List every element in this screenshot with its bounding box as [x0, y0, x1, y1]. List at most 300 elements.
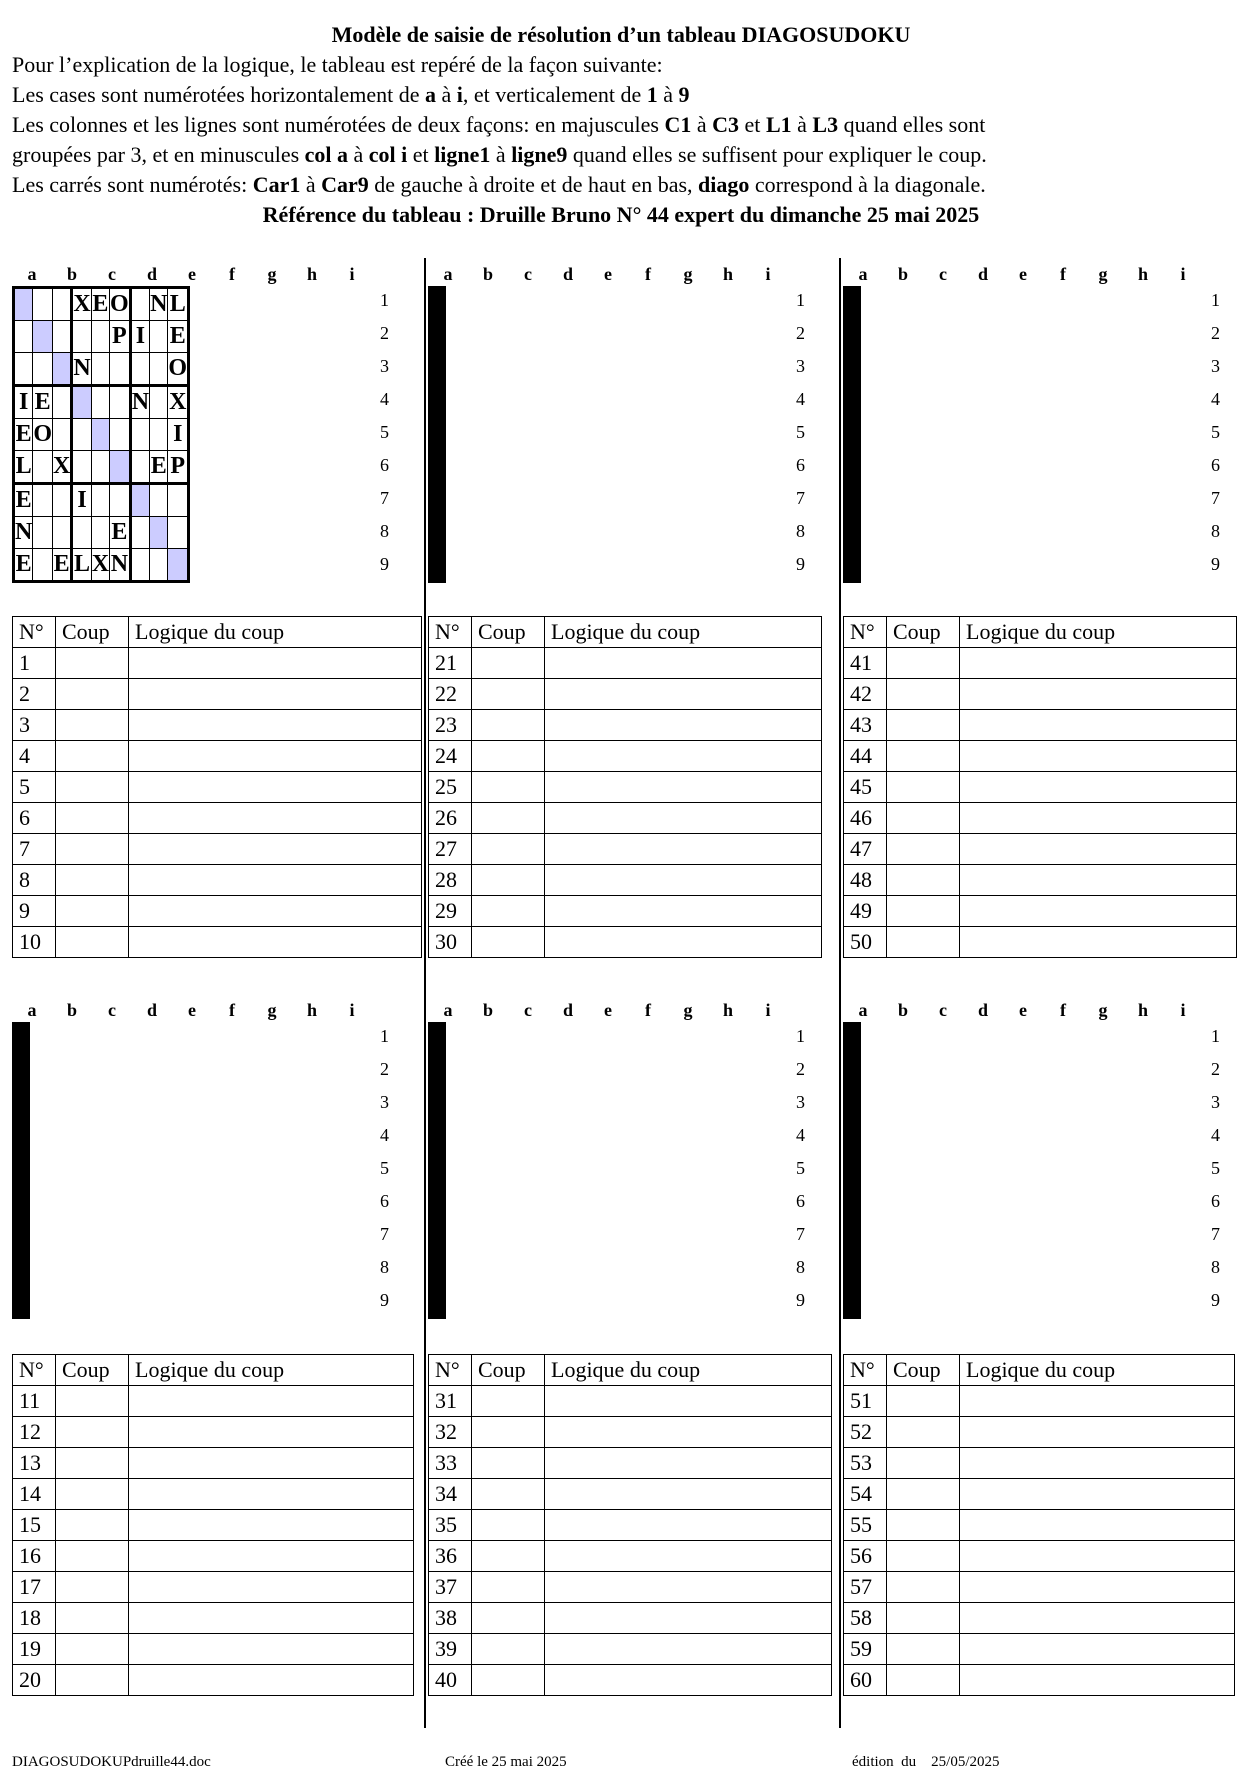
- column-label: c: [939, 1000, 947, 1020]
- move-coup-cell[interactable]: [472, 803, 545, 834]
- move-logic-cell[interactable]: [129, 1386, 414, 1417]
- move-logic-cell[interactable]: [545, 1541, 832, 1572]
- sudoku-cell[interactable]: [27, 1089, 29, 1122]
- column-label: e: [188, 264, 196, 284]
- column-label: h: [1137, 264, 1148, 284]
- sudoku-cell[interactable]: [858, 517, 860, 549]
- move-logic-cell[interactable]: [545, 896, 822, 927]
- sudoku-cell[interactable]: I: [130, 321, 149, 353]
- move-coup-cell[interactable]: [887, 803, 960, 834]
- move-logic-cell[interactable]: [960, 865, 1237, 896]
- sudoku-cell[interactable]: [130, 419, 149, 451]
- row-label: 8: [380, 1257, 389, 1277]
- sudoku-cell[interactable]: [91, 451, 109, 484]
- move-logic-cell[interactable]: [545, 1603, 832, 1634]
- move-logic-cell[interactable]: [545, 679, 822, 710]
- move-logic-cell[interactable]: [545, 1417, 832, 1448]
- column-label: e: [188, 1000, 196, 1020]
- move-row: [429, 710, 822, 741]
- sudoku-cell[interactable]: [443, 353, 445, 386]
- sudoku-cell[interactable]: [130, 451, 149, 484]
- move-number: 38: [429, 1603, 472, 1634]
- sudoku-cell[interactable]: O: [110, 288, 131, 321]
- sudoku-cell[interactable]: [53, 321, 72, 353]
- sudoku-cell[interactable]: [27, 1187, 29, 1220]
- move-coup-cell[interactable]: [472, 741, 545, 772]
- sudoku-cell[interactable]: [858, 549, 860, 582]
- move-logic-cell[interactable]: [960, 1386, 1235, 1417]
- move-number: 28: [429, 865, 472, 896]
- move-row: [13, 772, 422, 803]
- move-logic-cell[interactable]: [960, 1510, 1235, 1541]
- move-row: [429, 679, 822, 710]
- move-coup-cell[interactable]: [472, 1448, 545, 1479]
- move-logic-cell[interactable]: [960, 772, 1237, 803]
- move-coup-cell[interactable]: [56, 741, 129, 772]
- sudoku-cell[interactable]: [91, 386, 109, 419]
- move-logic-cell[interactable]: [129, 896, 422, 927]
- move-coup-cell[interactable]: [887, 927, 960, 958]
- column-label: h: [306, 264, 317, 284]
- move-logic-cell[interactable]: [545, 741, 822, 772]
- move-logic-cell[interactable]: [960, 927, 1237, 958]
- row-label: 7: [1211, 1224, 1220, 1244]
- move-coup-cell[interactable]: [887, 1665, 960, 1696]
- column-label: c: [524, 264, 532, 284]
- sudoku-cell[interactable]: [443, 517, 445, 549]
- sudoku-cell[interactable]: [168, 484, 189, 517]
- sudoku-cell[interactable]: [443, 1155, 445, 1187]
- row-label: 1: [796, 290, 805, 310]
- move-coup-cell[interactable]: [887, 834, 960, 865]
- sudoku-cell[interactable]: [33, 321, 53, 353]
- move-coup-cell[interactable]: [887, 1541, 960, 1572]
- move-row: [844, 1386, 1235, 1417]
- sudoku-cell[interactable]: [130, 517, 149, 549]
- move-logic-cell[interactable]: [129, 1572, 414, 1603]
- sudoku-cell[interactable]: [858, 1122, 860, 1155]
- sudoku-cell[interactable]: [150, 353, 168, 386]
- row-label: 2: [1211, 1059, 1220, 1079]
- move-coup-cell[interactable]: [56, 1665, 129, 1696]
- move-logic-cell[interactable]: [545, 1510, 832, 1541]
- move-coup-cell[interactable]: [472, 679, 545, 710]
- move-coup-cell[interactable]: [56, 1386, 129, 1417]
- move-logic-cell[interactable]: [545, 1448, 832, 1479]
- sudoku-grid: [12, 1022, 30, 1319]
- sudoku-cell[interactable]: [858, 1024, 860, 1057]
- move-coup-cell[interactable]: [472, 1572, 545, 1603]
- sudoku-cell[interactable]: N: [150, 288, 168, 321]
- move-coup-cell[interactable]: [887, 896, 960, 927]
- sudoku-cell[interactable]: [33, 451, 53, 484]
- sudoku-cell[interactable]: [53, 517, 72, 549]
- move-row: [13, 803, 422, 834]
- move-coup-cell[interactable]: [472, 772, 545, 803]
- move-coup-cell[interactable]: [56, 1417, 129, 1448]
- sudoku-cell[interactable]: [53, 419, 72, 451]
- move-coup-cell[interactable]: [56, 772, 129, 803]
- move-logic-cell[interactable]: [545, 1479, 832, 1510]
- sudoku-cell[interactable]: [33, 288, 53, 321]
- sudoku-cell[interactable]: [443, 1122, 445, 1155]
- sudoku-cell[interactable]: I: [14, 386, 33, 419]
- move-logic-cell[interactable]: [545, 648, 822, 679]
- sudoku-cell[interactable]: [858, 1187, 860, 1220]
- move-coup-cell[interactable]: [56, 710, 129, 741]
- move-logic-cell[interactable]: [129, 648, 422, 679]
- move-row: [429, 1603, 832, 1634]
- sudoku-cell[interactable]: E: [14, 549, 33, 582]
- move-coup-cell[interactable]: [472, 1541, 545, 1572]
- move-logic-cell[interactable]: [545, 772, 822, 803]
- move-coup-cell[interactable]: [472, 648, 545, 679]
- row-label: 1: [380, 290, 389, 310]
- sudoku-cell[interactable]: [27, 1220, 29, 1253]
- move-coup-cell[interactable]: [56, 1448, 129, 1479]
- sudoku-cell[interactable]: [443, 1253, 445, 1285]
- sudoku-cell[interactable]: E: [33, 386, 53, 419]
- move-row: [13, 1386, 414, 1417]
- sudoku-cell[interactable]: P: [110, 321, 131, 353]
- move-coup-cell[interactable]: [472, 710, 545, 741]
- move-coup-cell[interactable]: [472, 1510, 545, 1541]
- sudoku-cell[interactable]: O: [168, 353, 189, 386]
- sudoku-cell[interactable]: [858, 353, 860, 386]
- sudoku-cell[interactable]: [27, 1122, 29, 1155]
- sudoku-cell[interactable]: [72, 386, 91, 419]
- sudoku-cell[interactable]: [27, 1155, 29, 1187]
- sudoku-cell[interactable]: [72, 419, 91, 451]
- move-coup-cell[interactable]: [472, 927, 545, 958]
- move-coup-cell[interactable]: [887, 741, 960, 772]
- move-coup-cell[interactable]: [472, 1417, 545, 1448]
- sudoku-cell[interactable]: [27, 1057, 29, 1089]
- sudoku-cell[interactable]: [72, 451, 91, 484]
- sudoku-cell[interactable]: [14, 321, 33, 353]
- sudoku-cell[interactable]: [443, 321, 445, 353]
- sudoku-cell[interactable]: [443, 1024, 445, 1057]
- sudoku-cell[interactable]: [858, 288, 860, 321]
- move-logic-cell[interactable]: [960, 834, 1237, 865]
- move-logic-cell[interactable]: [129, 772, 422, 803]
- sudoku-cell[interactable]: X: [168, 386, 189, 419]
- sudoku-cell[interactable]: N: [110, 549, 131, 582]
- column-label: f: [229, 264, 235, 284]
- sudoku-cell[interactable]: [91, 321, 109, 353]
- sudoku-cell[interactable]: [27, 1024, 29, 1057]
- sudoku-cell[interactable]: [858, 1253, 860, 1285]
- move-coup-cell[interactable]: [472, 1634, 545, 1665]
- move-coup-cell[interactable]: [56, 1479, 129, 1510]
- move-logic-cell[interactable]: [960, 1572, 1235, 1603]
- move-coup-cell[interactable]: [887, 710, 960, 741]
- move-logic-cell[interactable]: [129, 1634, 414, 1665]
- row-label: 2: [796, 323, 805, 343]
- move-logic-cell[interactable]: [960, 1603, 1235, 1634]
- sudoku-cell[interactable]: [14, 288, 33, 321]
- sudoku-cell[interactable]: [150, 517, 168, 549]
- move-coup-cell[interactable]: [56, 648, 129, 679]
- move-number: 58: [844, 1603, 887, 1634]
- intro-text-run: et: [739, 112, 766, 137]
- sudoku-cell[interactable]: I: [72, 484, 91, 517]
- move-logic-cell[interactable]: [129, 1665, 414, 1696]
- sudoku-cell[interactable]: [150, 386, 168, 419]
- sudoku-cell[interactable]: [858, 321, 860, 353]
- sudoku-cell[interactable]: E: [150, 451, 168, 484]
- sudoku-cell[interactable]: I: [168, 419, 189, 451]
- move-logic-cell[interactable]: [960, 1417, 1235, 1448]
- sudoku-cell[interactable]: [858, 419, 860, 451]
- intro-text-run: à: [657, 82, 679, 107]
- move-logic-cell[interactable]: [545, 1386, 832, 1417]
- move-coup-cell[interactable]: [472, 1603, 545, 1634]
- sudoku-cell[interactable]: X: [72, 288, 91, 321]
- move-number: 27: [429, 834, 472, 865]
- move-logic-cell[interactable]: [960, 1448, 1235, 1479]
- sudoku-cell[interactable]: [27, 1253, 29, 1285]
- move-coup-cell[interactable]: [887, 772, 960, 803]
- move-number: 35: [429, 1510, 472, 1541]
- move-coup-cell[interactable]: [472, 1665, 545, 1696]
- move-logic-cell[interactable]: [960, 679, 1237, 710]
- sudoku-cell[interactable]: L: [72, 549, 91, 582]
- move-coup-cell[interactable]: [472, 834, 545, 865]
- move-logic-cell[interactable]: [960, 648, 1237, 679]
- sudoku-cell[interactable]: [33, 517, 53, 549]
- move-logic-cell[interactable]: [960, 1541, 1235, 1572]
- sudoku-cell[interactable]: [33, 549, 53, 582]
- move-logic-cell[interactable]: [545, 803, 822, 834]
- sudoku-cell[interactable]: N: [130, 386, 149, 419]
- column-label: h: [722, 1000, 733, 1020]
- move-logic-cell[interactable]: [545, 1572, 832, 1603]
- move-coup-cell[interactable]: [887, 679, 960, 710]
- move-coup-cell[interactable]: [472, 1479, 545, 1510]
- move-coup-cell[interactable]: [472, 896, 545, 927]
- sudoku-cell[interactable]: [443, 1285, 445, 1318]
- sudoku-cell[interactable]: [858, 451, 860, 484]
- sudoku-cell[interactable]: [858, 1155, 860, 1187]
- sudoku-cell[interactable]: [443, 386, 445, 419]
- move-coup-cell[interactable]: [887, 865, 960, 896]
- moves-header-cell: Coup: [472, 1355, 545, 1386]
- sudoku-cell[interactable]: E: [14, 419, 33, 451]
- sudoku-cell[interactable]: O: [33, 419, 53, 451]
- sudoku-cell[interactable]: [130, 484, 149, 517]
- move-logic-cell[interactable]: [129, 927, 422, 958]
- sudoku-cell[interactable]: [130, 353, 149, 386]
- sudoku-cell[interactable]: [858, 1089, 860, 1122]
- move-coup-cell[interactable]: [56, 1541, 129, 1572]
- sudoku-cell[interactable]: [443, 419, 445, 451]
- move-number: 42: [844, 679, 887, 710]
- sudoku-cell[interactable]: [72, 321, 91, 353]
- move-logic-cell[interactable]: [960, 710, 1237, 741]
- sudoku-cell[interactable]: [858, 1057, 860, 1089]
- move-coup-cell[interactable]: [56, 834, 129, 865]
- move-logic-cell[interactable]: [545, 710, 822, 741]
- sudoku-cell[interactable]: [443, 1089, 445, 1122]
- sudoku-cell[interactable]: [91, 353, 109, 386]
- move-logic-cell[interactable]: [960, 1665, 1235, 1696]
- sudoku-cell[interactable]: [33, 484, 53, 517]
- move-coup-cell[interactable]: [56, 1572, 129, 1603]
- move-coup-cell[interactable]: [887, 1603, 960, 1634]
- move-logic-cell[interactable]: [129, 1603, 414, 1634]
- sudoku-cell[interactable]: E: [14, 484, 33, 517]
- move-logic-cell[interactable]: [960, 896, 1237, 927]
- sudoku-cell[interactable]: [168, 517, 189, 549]
- sudoku-cell[interactable]: E: [53, 549, 72, 582]
- move-logic-cell[interactable]: [545, 1634, 832, 1665]
- move-logic-cell[interactable]: [545, 927, 822, 958]
- sudoku-cell[interactable]: [91, 419, 109, 451]
- sudoku-cell[interactable]: P: [168, 451, 189, 484]
- move-logic-cell[interactable]: [545, 1665, 832, 1696]
- move-logic-cell[interactable]: [545, 834, 822, 865]
- sudoku-cell[interactable]: [53, 353, 72, 386]
- move-logic-cell[interactable]: [129, 1479, 414, 1510]
- move-row: [429, 927, 822, 958]
- row-label: 5: [380, 1158, 389, 1178]
- move-coup-cell[interactable]: [887, 1448, 960, 1479]
- sudoku-cell[interactable]: [53, 386, 72, 419]
- move-coup-cell[interactable]: [56, 1603, 129, 1634]
- move-logic-cell[interactable]: [129, 710, 422, 741]
- sudoku-cell[interactable]: [91, 517, 109, 549]
- sudoku-cell[interactable]: [130, 549, 149, 582]
- move-coup-cell[interactable]: [887, 1386, 960, 1417]
- sudoku-cell[interactable]: [443, 288, 445, 321]
- move-row: [844, 896, 1237, 927]
- move-number: 32: [429, 1417, 472, 1448]
- move-coup-cell[interactable]: [56, 1510, 129, 1541]
- move-logic-cell[interactable]: [129, 1541, 414, 1572]
- sudoku-cell[interactable]: [858, 1285, 860, 1318]
- move-number: 57: [844, 1572, 887, 1603]
- sudoku-cell[interactable]: E: [168, 321, 189, 353]
- row-label: 3: [380, 1092, 389, 1112]
- sudoku-cell[interactable]: [443, 1220, 445, 1253]
- row-label: 6: [1211, 455, 1220, 475]
- sudoku-cell[interactable]: [858, 484, 860, 517]
- move-coup-cell[interactable]: [56, 679, 129, 710]
- move-coup-cell[interactable]: [887, 1479, 960, 1510]
- move-number: 25: [429, 772, 472, 803]
- move-coup-cell[interactable]: [887, 1572, 960, 1603]
- move-number: 52: [844, 1417, 887, 1448]
- sudoku-cell[interactable]: N: [72, 353, 91, 386]
- move-number: 36: [429, 1541, 472, 1572]
- sudoku-cell[interactable]: [150, 549, 168, 582]
- move-logic-cell[interactable]: [129, 803, 422, 834]
- sudoku-cell[interactable]: [150, 419, 168, 451]
- move-coup-cell[interactable]: [887, 648, 960, 679]
- move-logic-cell[interactable]: [960, 1634, 1235, 1665]
- move-row: [429, 1448, 832, 1479]
- sudoku-cell[interactable]: X: [53, 451, 72, 484]
- move-number: 24: [429, 741, 472, 772]
- sudoku-cell[interactable]: [33, 353, 53, 386]
- sudoku-cell[interactable]: [72, 517, 91, 549]
- sudoku-cell[interactable]: [53, 288, 72, 321]
- sudoku-cell[interactable]: N: [14, 517, 33, 549]
- move-coup-cell[interactable]: [887, 1634, 960, 1665]
- sudoku-cell[interactable]: L: [14, 451, 33, 484]
- move-logic-cell[interactable]: [129, 1448, 414, 1479]
- row-label: 2: [380, 1059, 389, 1079]
- sudoku-cell[interactable]: E: [110, 517, 131, 549]
- moves-header-cell: N°: [13, 1355, 56, 1386]
- move-logic-cell[interactable]: [129, 834, 422, 865]
- move-logic-cell[interactable]: [129, 865, 422, 896]
- sudoku-cell[interactable]: [130, 288, 149, 321]
- move-coup-cell[interactable]: [472, 865, 545, 896]
- move-logic-cell[interactable]: [960, 741, 1237, 772]
- move-row: [429, 648, 822, 679]
- move-logic-cell[interactable]: [545, 865, 822, 896]
- sudoku-cell[interactable]: [443, 1187, 445, 1220]
- sudoku-cell[interactable]: [150, 321, 168, 353]
- move-number: 41: [844, 648, 887, 679]
- sudoku-cell[interactable]: [443, 451, 445, 484]
- move-coup-cell[interactable]: [56, 927, 129, 958]
- move-coup-cell[interactable]: [56, 1634, 129, 1665]
- move-logic-cell[interactable]: [129, 679, 422, 710]
- sudoku-cell[interactable]: [110, 386, 131, 419]
- sudoku-cell[interactable]: [150, 484, 168, 517]
- move-logic-cell[interactable]: [960, 803, 1237, 834]
- sudoku-cell[interactable]: [110, 419, 131, 451]
- move-coup-cell[interactable]: [56, 803, 129, 834]
- sudoku-cell[interactable]: [858, 1220, 860, 1253]
- sudoku-cell[interactable]: [443, 549, 445, 582]
- sudoku-cell[interactable]: [168, 549, 189, 582]
- sudoku-cell[interactable]: [443, 484, 445, 517]
- sudoku-cell[interactable]: [858, 386, 860, 419]
- move-logic-cell[interactable]: [129, 741, 422, 772]
- move-coup-cell[interactable]: [472, 1386, 545, 1417]
- move-logic-cell[interactable]: [129, 1417, 414, 1448]
- sudoku-cell[interactable]: [14, 353, 33, 386]
- sudoku-cell[interactable]: [110, 484, 131, 517]
- column-label: h: [306, 1000, 317, 1020]
- sudoku-cell[interactable]: [91, 484, 109, 517]
- move-logic-cell[interactable]: [129, 1510, 414, 1541]
- moves-header-cell: Logique du coup: [960, 1355, 1235, 1386]
- sudoku-cell[interactable]: X: [91, 549, 109, 582]
- move-coup-cell[interactable]: [56, 896, 129, 927]
- sudoku-cell[interactable]: [110, 451, 131, 484]
- sudoku-cell[interactable]: [443, 1057, 445, 1089]
- intro-text-run: Les carrés sont numérotés:: [12, 172, 253, 197]
- sudoku-cell[interactable]: [53, 484, 72, 517]
- move-row: [844, 1541, 1235, 1572]
- sudoku-cell[interactable]: [110, 353, 131, 386]
- sudoku-cell[interactable]: E: [91, 288, 109, 321]
- move-row: [844, 803, 1237, 834]
- sudoku-cell[interactable]: L: [168, 288, 189, 321]
- column-label: f: [1060, 264, 1066, 284]
- move-logic-cell[interactable]: [960, 1479, 1235, 1510]
- sudoku-cell[interactable]: [27, 1285, 29, 1318]
- move-coup-cell[interactable]: [56, 865, 129, 896]
- move-coup-cell[interactable]: [887, 1417, 960, 1448]
- move-number: 10: [13, 927, 56, 958]
- move-coup-cell[interactable]: [887, 1510, 960, 1541]
